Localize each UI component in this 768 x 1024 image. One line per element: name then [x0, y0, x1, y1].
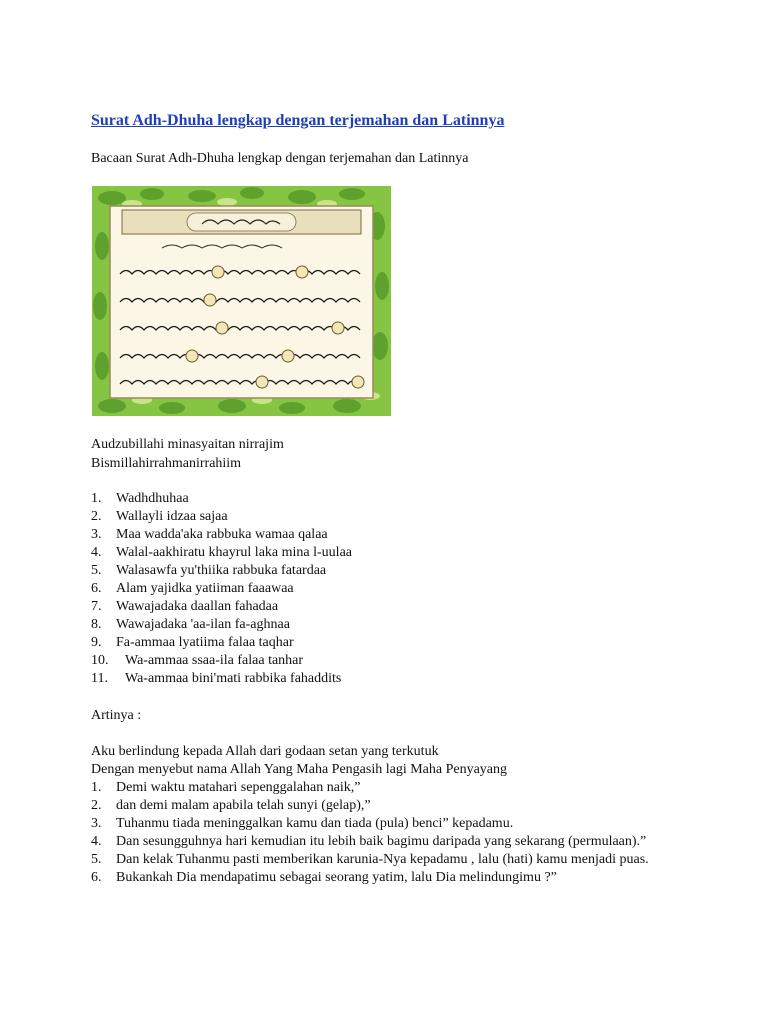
- list-item: [91, 797, 691, 815]
- list-number: 8.: [91, 617, 102, 632]
- list-text: Wa-ammaa ssaa-ila falaa tanhar: [125, 653, 304, 668]
- list-text: Walal-aakhiratu khayrul laka mina l-uulaa: [116, 545, 352, 560]
- list-number: 6.: [91, 581, 102, 596]
- latin-verse-list: [91, 490, 352, 688]
- list-text: Maa wadda'aka rabbuka wamaa qalaa: [116, 527, 328, 542]
- list-number: 3.: [91, 816, 102, 831]
- list-text: Dan kelak Tuhanmu pasti memberikan karunia-Nya kepadamu , lalu (hati) kamu menjadi puas.: [116, 852, 649, 867]
- translation-heading-taawudz: Aku berlindung kepada Allah dari godaan setan yang terkutuk: [91, 744, 439, 759]
- list-item: [91, 562, 352, 580]
- list-item: [91, 508, 352, 526]
- list-number: 11.: [91, 671, 108, 686]
- list-number: 4.: [91, 834, 102, 849]
- list-item: [91, 652, 352, 670]
- surah-illustration-icon: [92, 186, 391, 416]
- list-number: 2.: [91, 798, 102, 813]
- page-title-link[interactable]: Surat Adh-Dhuha lengkap dengan terjemahan dan Latinnya: [91, 112, 505, 129]
- list-number: 6.: [91, 870, 102, 885]
- list-number: 5.: [91, 563, 102, 578]
- list-item: [91, 616, 352, 634]
- list-text: Walasawfa yu'thiika rabbuka fatardaa: [116, 563, 327, 578]
- list-item: [91, 869, 691, 887]
- intro-text: Bacaan Surat Adh-Dhuha lengkap dengan terjemahan dan Latinnya: [91, 151, 469, 166]
- list-text: Wawajadaka daallan fahadaa: [116, 599, 279, 614]
- list-number: 3.: [91, 527, 102, 542]
- list-item: [91, 580, 352, 598]
- list-number: 1.: [91, 780, 102, 795]
- list-number: 5.: [91, 852, 102, 867]
- translation-heading-bismillah: Dengan menyebut nama Allah Yang Maha Pengasih lagi Maha Penyayang: [91, 762, 508, 777]
- artinya-label: Artinya :: [91, 708, 142, 723]
- list-number: 10.: [91, 653, 109, 668]
- list-number: 7.: [91, 599, 102, 614]
- list-number: 4.: [91, 545, 102, 560]
- list-item: [91, 815, 691, 833]
- list-number: 9.: [91, 635, 102, 650]
- list-item: [91, 851, 691, 869]
- list-number: 1.: [91, 491, 102, 506]
- list-number: 2.: [91, 509, 102, 524]
- list-item: [91, 670, 352, 688]
- latin-heading-bismillah: Bismillahirrahmanirrahiim: [91, 456, 242, 471]
- list-item: [91, 598, 352, 616]
- list-item: [91, 779, 691, 797]
- list-item: [91, 526, 352, 544]
- list-text: Alam yajidka yatiiman faaawaa: [116, 581, 294, 596]
- list-text: Wallayli idzaa sajaa: [116, 509, 228, 524]
- list-item: [91, 490, 352, 508]
- latin-heading-audzubillah: Audzubillahi minasyaitan nirrajim: [91, 437, 284, 452]
- list-item: [91, 634, 352, 652]
- translation-section: [91, 743, 691, 887]
- list-text: Wawajadaka 'aa-ilan fa-aghnaa: [116, 617, 290, 632]
- list-text: Wa-ammaa bini'mati rabbika fahaddits: [125, 671, 342, 686]
- list-text: dan demi malam apabila telah sunyi (gelap),”: [116, 798, 371, 813]
- list-text: Fa-ammaa lyatiima falaa taqhar: [116, 635, 294, 650]
- list-text: Bukankah Dia mendapatimu sebagai seorang yatim, lalu Dia melindungimu ?”: [116, 870, 557, 885]
- surah-image: [92, 186, 391, 416]
- list-text: Tuhanmu tiada meninggalkan kamu dan tiada (pula) benci” kepadamu.: [116, 816, 514, 831]
- list-text: Demi waktu matahari sepenggalahan naik,”: [116, 780, 361, 795]
- list-item: [91, 544, 352, 562]
- list-text: Dan sesungguhnya hari kemudian itu lebih baik bagimu daripada yang sekarang (permulaan).”: [116, 834, 647, 849]
- list-text: Wadhdhuhaa: [116, 491, 189, 506]
- list-item: [91, 833, 691, 851]
